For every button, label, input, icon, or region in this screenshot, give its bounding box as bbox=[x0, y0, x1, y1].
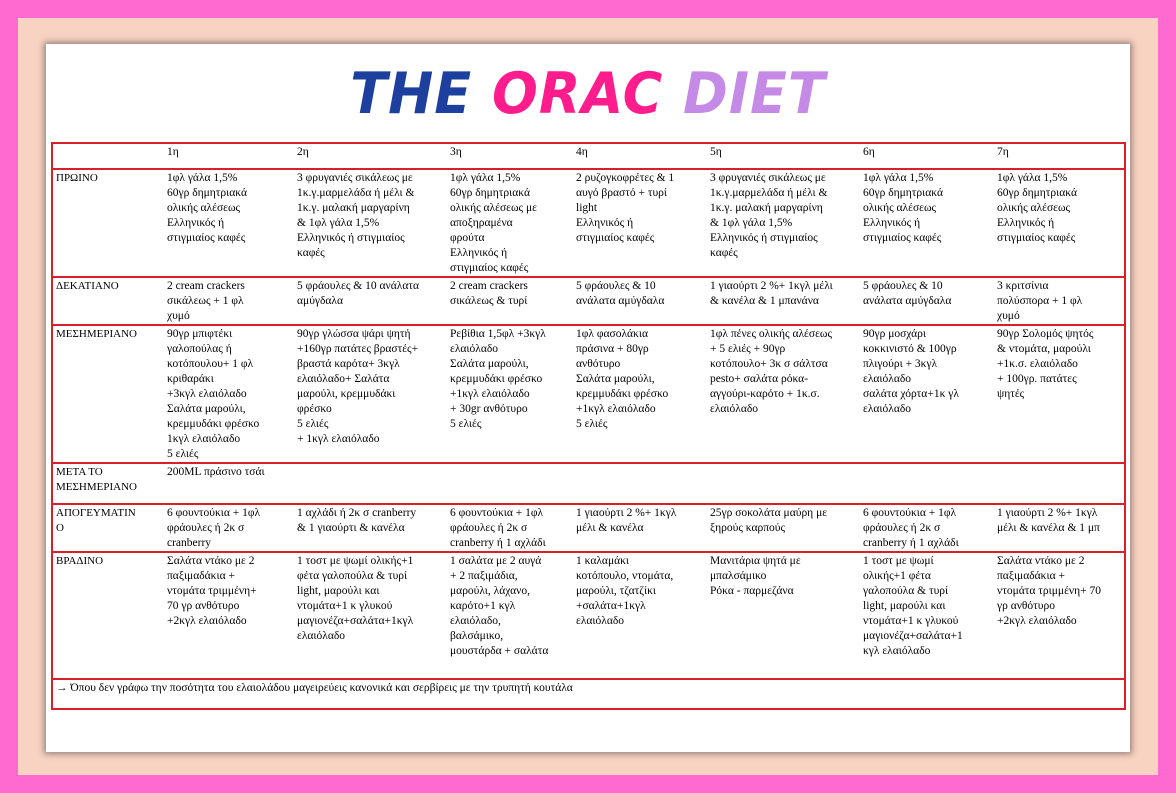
corner-cell bbox=[52, 143, 164, 169]
meal-cell: 3 κριτσίνια πολύσπορα + 1 φλ χυμό bbox=[994, 277, 1125, 325]
title-part-orac: ORAC bbox=[492, 60, 664, 127]
meal-cell: Σαλάτα ντάκο με 2 παξιμαδάκια + ντομάτα τριμμένη+ 70 γρ ανθότυρο +2κγλ ελαιόλαδο bbox=[164, 552, 294, 679]
meal-cell: 1φλ πένες ολικής αλέσεως + 5 ελιές + 90γρ κοτόπουλο+ 3κ σ σάλτσα pesto+ σαλάτα ρόκα- αγγούρι-καρότο + 1κ.σ. ελαιόλαδο bbox=[707, 325, 860, 463]
diet-plan-card bbox=[46, 44, 1130, 752]
day-header: 2η bbox=[294, 143, 447, 169]
day-header: 6η bbox=[860, 143, 994, 169]
weekly-meal-table bbox=[51, 142, 1126, 710]
meal-row-dinner bbox=[52, 552, 1125, 679]
meal-label: ΜΕΤΑ ΤΟ ΜΕΣΗΜΕΡΙΑΝΟ bbox=[52, 463, 164, 504]
meal-cell: 1 γιαούρτι 2 %+ 1κγλ μέλι & κανέλα & 1 μπ bbox=[994, 504, 1125, 552]
meal-cell: 90γρ Σολομός ψητός & ντομάτα, μαρούλι +1κ.σ. ελαιόλαδο + 100γρ. πατάτες ψητές bbox=[994, 325, 1125, 463]
meal-cell: 6 φουντούκια + 1φλ φράουλες ή 2κ σ cranberry ή 1 αχλάδι bbox=[860, 504, 994, 552]
day-header: 4η bbox=[573, 143, 707, 169]
meal-label: ΜΕΣΗΜΕΡΙΑΝΟ bbox=[52, 325, 164, 463]
meal-cell: 1φλ γάλα 1,5% 60γρ δημητριακά ολικής αλέσεως Ελληνικός ή στιγμιαίος καφές bbox=[164, 169, 294, 277]
title-part-diet: DIET bbox=[663, 60, 826, 127]
meal-cell: Μανιτάρια ψητά με μπαλσάμικο Ρόκα - παρμεζάνα bbox=[707, 552, 860, 679]
meal-cell: 1φλ γάλα 1,5% 60γρ δημητριακά ολικής αλέσεως με αποξηραμένα φρούτα Ελληνικός ή στιγμιαίος καφές bbox=[447, 169, 573, 277]
page-title bbox=[46, 60, 1130, 127]
meal-label: ΒΡΑΔΙΝΟ bbox=[52, 552, 164, 679]
meal-cell: 1 γιαούρτι 2 %+ 1κγλ μέλι & κανέλα & 1 μπανάνα bbox=[707, 277, 860, 325]
meal-cell: 1 τοστ με ψωμί ολικής+1 φέτα γαλοπούλα & τυρί light, μαρούλι και ντομάτα+1 κ γλυκού μαγιονέζα+σαλάτα+1κγλ ελαιόλαδο bbox=[294, 552, 447, 679]
meal-cell: 6 φουντούκια + 1φλ φράουλες ή 2κ σ cranberry ή 1 αχλάδι bbox=[447, 504, 573, 552]
day-header: 5η bbox=[707, 143, 860, 169]
note-row bbox=[52, 679, 1125, 709]
olive-oil-note: → Όπου δεν γράφω την ποσότητα του ελαιολάδου μαγειρεύεις κανονικά και σερβίρεις με την τρυπητή κουτάλα bbox=[52, 679, 1125, 709]
meal-cell: 1φλ γάλα 1,5% 60γρ δημητριακά ολικής αλέσεως Ελληνικός ή στιγμιαίος καφές bbox=[860, 169, 994, 277]
meal-cell: 1φλ γάλα 1,5% 60γρ δημητριακά ολικής αλέσεως Ελληνικός ή στιγμιαίος καφές bbox=[994, 169, 1125, 277]
meal-cell: 1 αχλάδι ή 2κ σ cranberry & 1 γιαούρτι & κανέλα bbox=[294, 504, 447, 552]
meal-cell: 5 φράουλες & 10 ανάλατα αμύγδαλα bbox=[860, 277, 994, 325]
meal-cell: 3 φρυγανιές σικάλεως με 1κ.γ.μαρμελάδα ή μέλι & 1κ.γ. μαλακή μαργαρίνη & 1φλ γάλα 1,5% Ελληνικός ή στιγμιαίος καφές bbox=[707, 169, 860, 277]
meal-cell: 1 γιαούρτι 2 %+ 1κγλ μέλι & κανέλα bbox=[573, 504, 707, 552]
matte-border bbox=[18, 18, 1158, 775]
meal-cell: 3 φρυγανιές σικάλεως με 1κ.γ.μαρμελάδα ή μέλι & 1κ.γ. μαλακή μαργαρίνη & 1φλ γάλα 1,5% Ελληνικός ή στιγμιαίος καφές bbox=[294, 169, 447, 277]
meal-cell: 5 φράουλες & 10 ανάλατα αμύγδαλα bbox=[294, 277, 447, 325]
meal-cell: 1 τοστ με ψωμί ολικής+1 φέτα γαλοπούλα & τυρί light, μαρούλι και ντομάτα+1 κ γλυκού μαγιονέζα+σαλάτα+1 κγλ ελαιόλαδο bbox=[860, 552, 994, 679]
meal-cell: 25γρ σοκολάτα μαύρη με ξηρούς καρπούς bbox=[707, 504, 860, 552]
meal-row-snack-morning bbox=[52, 277, 1125, 325]
meal-cell: Ρεβίθια 1,5φλ +3κγλ ελαιόλαδο Σαλάτα μαρούλι, κρεμμυδάκι φρέσκο +1κγλ ελαιόλαδο + 30gr ανθότυρο 5 ελιές bbox=[447, 325, 573, 463]
meal-cell: 2 cream crackers σικάλεως + 1 φλ χυμό bbox=[164, 277, 294, 325]
day-header: 1η bbox=[164, 143, 294, 169]
meal-cell: 5 φράουλες & 10 ανάλατα αμύγδαλα bbox=[573, 277, 707, 325]
day-header-row bbox=[52, 143, 1125, 169]
meal-cell: Σαλάτα ντάκο με 2 παξιμαδάκια + ντομάτα τριμμένη+ 70 γρ ανθότυρο +2κγλ ελαιόλαδο bbox=[994, 552, 1125, 679]
meal-cell: 2 cream crackers σικάλεως & τυρί bbox=[447, 277, 573, 325]
meal-cell: 6 φουντούκια + 1φλ φράουλες ή 2κ σ cranberry bbox=[164, 504, 294, 552]
day-header: 3η bbox=[447, 143, 573, 169]
meal-cell: 1φλ φασολάκια πράσινα + 80γρ ανθότυρο Σαλάτα μαρούλι, κρεμμυδάκι φρέσκο +1κγλ ελαιόλαδο 5 ελιές bbox=[573, 325, 707, 463]
meal-row-afternoon bbox=[52, 504, 1125, 552]
meal-label: ΔΕΚΑΤΙΑΝΟ bbox=[52, 277, 164, 325]
title-part-the: THE bbox=[350, 60, 492, 127]
meal-cell: 2 ρυζογκοφρέτες & 1 αυγό βραστό + τυρί light Ελληνικός ή στιγμιαίος καφές bbox=[573, 169, 707, 277]
meal-cell: 90γρ μπιφτέκι γαλοπούλας ή κοτόπουλου+ 1 φλ κριθαράκι +3κγλ ελαιόλαδο Σαλάτα μαρούλι, κρεμμυδάκι φρέσκο 1κγλ ελαιόλαδο 5 ελιές bbox=[164, 325, 294, 463]
meal-row-after-lunch bbox=[52, 463, 1125, 504]
meal-cell: 90γρ μοσχάρι κοκκινιστό & 100γρ πλιγούρι + 3κγλ ελαιόλαδο σαλάτα χόρτα+1κ γλ ελαιόλαδο bbox=[860, 325, 994, 463]
meal-row-lunch bbox=[52, 325, 1125, 463]
meal-cell: 1 καλαμάκι κοτόπουλο, ντομάτα, μαρούλι, τζατζίκι +σαλάτα+1κγλ ελαιόλαδο bbox=[573, 552, 707, 679]
meal-cell: 90γρ γλώσσα ψάρι ψητή +160γρ πατάτες βραστές+ βραστά καρότα+ 3κγλ ελαιόλαδο+ Σαλάτα μαρούλι, κρεμμυδάκι φρέσκο 5 ελιές + 1κγλ ελαιόλαδο bbox=[294, 325, 447, 463]
meal-cell: 1 σαλάτα με 2 αυγά + 2 παξιμάδια, μαρούλι, λάχανο, καρότο+1 κγλ ελαιόλαδο, βαλσάμικο, μουστάρδα + σαλάτα bbox=[447, 552, 573, 679]
meal-label: ΠΡΩΙΝΟ bbox=[52, 169, 164, 277]
meal-label: ΑΠΟΓΕΥΜΑΤΙΝ Ο bbox=[52, 504, 164, 552]
day-header: 7η bbox=[994, 143, 1125, 169]
after-lunch-tea-cell: 200ML πράσινο τσάι bbox=[164, 463, 1125, 504]
meal-row-breakfast bbox=[52, 169, 1125, 277]
